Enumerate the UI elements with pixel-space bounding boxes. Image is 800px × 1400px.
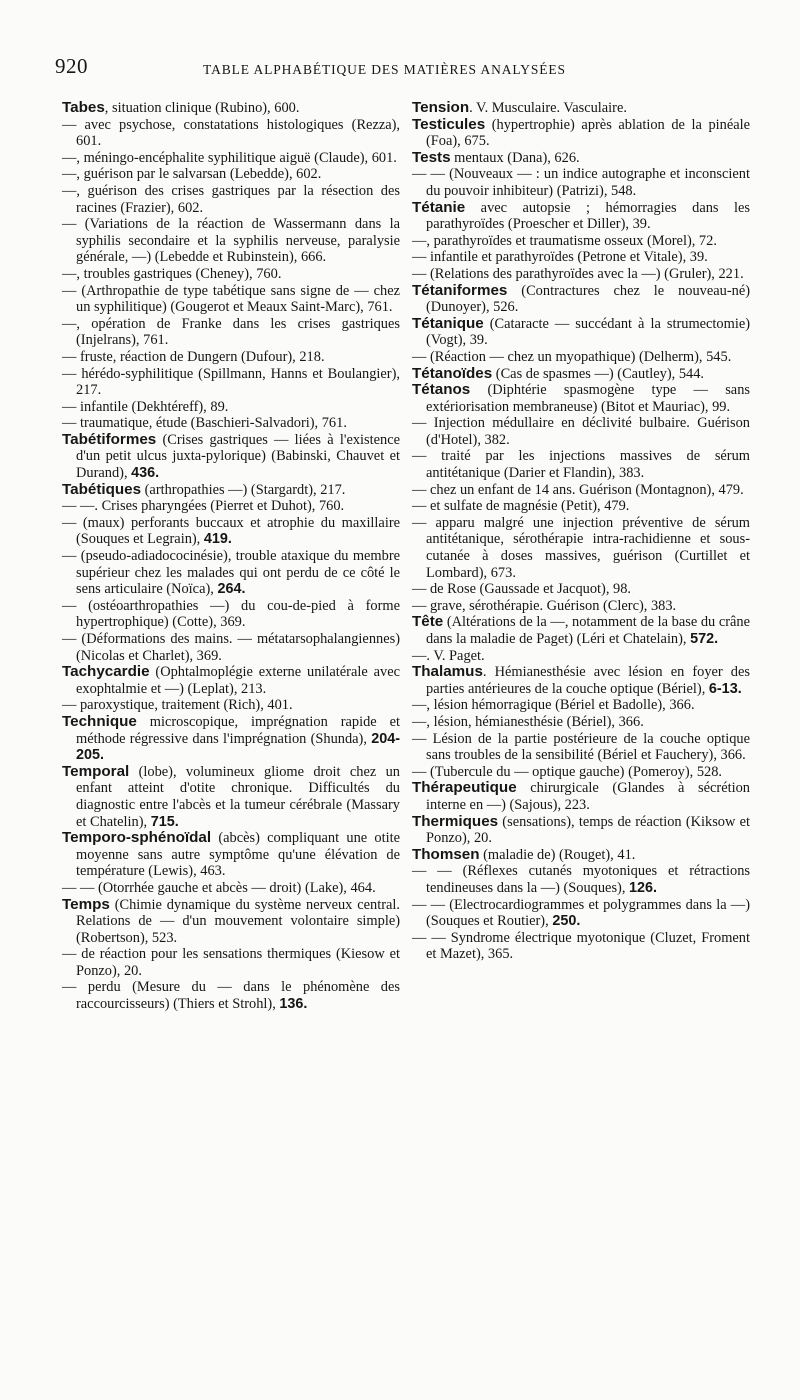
index-entry: [412, 200, 750, 233]
index-entry: [62, 349, 400, 366]
entry-page-ref: 250.: [552, 913, 581, 930]
entry-text: — (Relations des parathyroïdes avec la —) (Gruler), 221.: [412, 265, 744, 282]
index-entry: [412, 863, 750, 896]
index-entry: [412, 498, 750, 515]
entry-page-ref: 436.: [131, 465, 160, 482]
index-entry: [62, 432, 400, 482]
entry-text: — infantile (Dekhtéreff), 89.: [62, 398, 229, 415]
entry-text: — Lésion de la partie postérieure de la couche optique sans troubles de la sensibilité (Bériel et Fauchery), 366.: [412, 730, 750, 764]
entry-text: — (Tubercule du — optique gauche) (Pomeroy), 528.: [412, 763, 723, 780]
index-entry: [412, 316, 750, 349]
entry-text: —. V. Paget.: [412, 647, 485, 664]
index-entry: [412, 814, 750, 847]
index-entry: [62, 166, 400, 183]
entry-text: — — Syndrome électrique myotonique (Cluzet, Froment et Mazet), 365.: [412, 929, 750, 963]
entry-heading: Testicules: [412, 115, 486, 133]
index-entry: [62, 830, 400, 880]
index-entry: [62, 598, 400, 631]
entry-page-ref: 136.: [279, 996, 308, 1013]
entry-text: — paroxystique, traitement (Rich), 401.: [62, 697, 293, 714]
index-entry: [62, 498, 400, 515]
entry-heading: Temps: [62, 895, 110, 913]
index-entry: [412, 515, 750, 581]
entry-text: — (pseudo-adiadococinésie), trouble ataxique du membre supérieur chez les malades qui ont perdu de ce côté le sens articulaire (Noïca),: [62, 548, 400, 598]
index-entry: [62, 100, 400, 117]
entry-text: — de Rose (Gaussade et Jacquot), 98.: [412, 581, 632, 598]
index-entry: [412, 266, 750, 283]
entry-text: —, opération de Franke dans les crises gastriques (Injelrans), 761.: [62, 315, 400, 349]
entry-text: — perdu (Mesure du — dans le phénomène des raccourcisseurs) (Thiers et Strohl),: [62, 979, 400, 1013]
entry-text: — et sulfate de magnésie (Petit), 479.: [412, 498, 630, 515]
entry-text: — — (Otorrhée gauche et abcès — droit) (Lake), 464.: [62, 879, 376, 896]
entry-page-ref: 204-205.: [76, 730, 400, 764]
entry-text: . V. Musculaire. Vasculaire.: [469, 100, 627, 116]
entry-text: —, troubles gastriques (Cheney), 760.: [62, 265, 282, 282]
index-entry: [412, 366, 750, 383]
entry-text: (Cas de spasmes —) (Cautley), 544.: [492, 365, 705, 382]
entry-page-ref: 715.: [150, 813, 179, 830]
entry-page-ref: 572.: [690, 631, 719, 647]
entry-text: —, parathyroïdes et traumatisme osseux (Morel), 72.: [412, 232, 717, 249]
index-entry: [412, 847, 750, 864]
entry-heading: Tension: [412, 99, 470, 116]
entry-heading: Tétanie: [412, 198, 466, 216]
index-entry: [412, 731, 750, 764]
entry-heading: Tests: [412, 148, 451, 166]
index-entry: [62, 117, 400, 150]
index-entry: [62, 979, 400, 1012]
index-entry: [62, 697, 400, 714]
index-entry: [412, 349, 750, 366]
index-entry: [62, 415, 400, 432]
index-entry: [62, 283, 400, 316]
entry-text: — traité par les injections massives de sérum antitétanique (Darier et Flandin), 383.: [412, 448, 750, 482]
entry-text: (maladie de) (Rouget), 41.: [479, 846, 636, 863]
entry-text: — (Réaction — chez un myopathique) (Delherm), 545.: [412, 348, 732, 365]
entry-text: — infantile et parathyroïdes (Petrone et Vitale), 39.: [412, 249, 708, 266]
running-title: TABLE ALPHABÉTIQUE DES MATIÈRES ANALYSÉES: [203, 62, 566, 77]
left-column: [62, 100, 400, 1013]
index-entry: [412, 249, 750, 266]
entry-heading: Tétaniformes: [412, 281, 508, 299]
index-entry: [412, 598, 750, 615]
index-entry: [62, 399, 400, 416]
index-entry: [412, 382, 750, 415]
entry-text: — (maux) perforants buccaux et atrophie du maxillaire (Souques et Legrain),: [62, 514, 400, 548]
entry-page-ref: 419.: [203, 531, 232, 548]
entry-text: — — (Nouveaux — : un indice autographe et inconscient du pouvoir inhibiteur) (Patrizi), 548.: [412, 166, 750, 199]
entry-text: — —. Crises pharyngées (Pierret et Duhot), 760.: [62, 498, 345, 515]
entry-text: — (Déformations des mains. — métatarsophalangiennes) (Nicolas et Charlet), 369.: [62, 631, 400, 664]
entry-heading: Tachycardie: [62, 663, 150, 681]
entry-text: — (Variations de la réaction de Wassermann dans la syphilis secondaire et la syphilis nerveuse, paralysie générale, —) (Lebedde et Rubinstein), 666.: [62, 216, 400, 266]
entry-text: — fruste, réaction de Dungern (Dufour), 218.: [62, 348, 325, 365]
page-header: [55, 52, 755, 82]
entry-text: (Diphtérie spasmogène type — sans extériorisation membraneuse) (Bitot et Mauriac), 99.: [426, 382, 750, 415]
entry-text: mentaux (Dana), 626.: [450, 149, 580, 166]
entry-text: (Crises gastriques — liées à l'existence d'un petit ulcus juxta-pylorique) (Babinski, Chauvet et Durand),: [76, 431, 400, 482]
index-entry: [62, 946, 400, 979]
entry-page-ref: 6-13.: [708, 680, 742, 697]
entry-page-ref: 264.: [217, 581, 246, 598]
index-entry: [62, 714, 400, 764]
index-entry: [412, 448, 750, 481]
entry-heading: Temporo-sphénoïdal: [62, 829, 212, 847]
entry-text: chirurgicale (Glandes à sécrétion interne en —) (Sajous), 223.: [426, 780, 750, 813]
entry-text: (arthropathies —) (Stargardt), 217.: [141, 481, 346, 498]
entry-text: microscopique, imprégnation rapide et méthode régressive dans l'imprégnation (Shunda),: [76, 713, 400, 747]
entry-text: . Hémianesthésie avec lésion en foyer des parties antérieures de la couche optique (Bériel),: [426, 664, 750, 697]
index-entry: [62, 183, 400, 216]
entry-text: , situation clinique (Rubino), 600.: [104, 100, 300, 116]
index-entry: [62, 764, 400, 830]
entry-text: (lobe), volumineux gliome droit chez un enfant atteint d'otite chronique. Difficultés du diagnostic entre l'abcès et la tumeur cérébrale (Massary et Chatelin),: [76, 763, 400, 830]
index-entry: [62, 664, 400, 697]
page-number: 920: [55, 54, 88, 78]
index-entry: [62, 897, 400, 947]
entry-text: (hypertrophie) après ablation de la pinéale (Foa), 675.: [426, 116, 750, 150]
index-entry: [412, 897, 750, 930]
entry-text: — (ostéoarthropathies —) du cou-de-pied à forme hypertrophique) (Cotte), 369.: [62, 597, 400, 631]
entry-heading: Thermiques: [412, 812, 499, 830]
entry-heading: Temporal: [62, 762, 130, 780]
entry-text: —, guérison des crises gastriques par la résection des racines (Frazier), 602.: [62, 182, 400, 216]
right-column: [412, 100, 750, 963]
entry-heading: Thomsen: [412, 845, 480, 863]
index-entry: [62, 316, 400, 349]
entry-text: — apparu malgré une injection préventive de sérum antitétanique, sérothérapie intra-rachidienne et sous-cutanée à doses massives, guérison (Curtillet et Lombard), 673.: [412, 514, 750, 581]
index-entry: [62, 366, 400, 399]
index-entry: [412, 117, 750, 150]
index-entry: [412, 415, 750, 448]
entry-text: — hérédo-syphilitique (Spillmann, Hanns et Boulangier), 217.: [62, 365, 400, 399]
entry-heading: Tétanos: [412, 381, 471, 399]
entry-heading: Technique: [62, 712, 137, 730]
entry-text: (sensations), temps de réaction (Kiksow et Ponzo), 20.: [426, 813, 750, 847]
index-entry: [412, 233, 750, 250]
index-entry: [412, 482, 750, 499]
index-entry: [62, 631, 400, 664]
index-entry: [412, 764, 750, 781]
entry-page-ref: 126.: [629, 879, 658, 896]
entry-text: (Cataracte — succédant à la strumectomie) (Vogt), 39.: [426, 315, 750, 349]
entry-text: — de réaction pour les sensations thermiques (Kiesow et Ponzo), 20.: [62, 946, 400, 979]
entry-text: (Contractures chez le nouveau-né) (Dunoyer), 526.: [426, 282, 750, 316]
index-entry: [412, 166, 750, 199]
index-entry: [412, 150, 750, 167]
index-entry: [412, 581, 750, 598]
entry-text: avec autopsie ; hémorragies dans les parathyroïdes (Proescher et Diller), 39.: [426, 199, 750, 233]
entry-text: (Chimie dynamique du système nerveux central. Relations de — d'un mouvement volontaire simple) (Robertson), 523.: [76, 896, 400, 946]
index-entry: [62, 216, 400, 266]
entry-heading: Tétanoïdes: [412, 364, 493, 382]
entry-text: — (Arthropathie de type tabétique sans signe de — chez un syphilitique) (Gougerot et Meaux Saint-Marc), 761.: [62, 282, 400, 316]
entry-heading: Thérapeutique: [412, 779, 517, 797]
entry-text: —, guérison par le salvarsan (Lebedde), 602.: [62, 166, 322, 183]
entry-heading: Tabes: [62, 99, 105, 116]
entry-text: —, lésion hémorragique (Bériel et Badolle), 366.: [412, 697, 695, 714]
entry-text: (Altérations de la —, notamment de la base du crâne dans la maladie de Paget) (Léri et Chatelain),: [426, 614, 750, 647]
index-entry: [62, 548, 400, 598]
index-entry: [62, 150, 400, 167]
entry-text: — grave, sérothérapie. Guérison (Clerc), 383.: [412, 597, 677, 614]
entry-heading: Tabétiques: [62, 480, 142, 498]
entry-text: —, méningo-encéphalite syphilitique aiguë (Claude), 601.: [62, 149, 397, 166]
entry-text: — traumatique, étude (Baschieri-Salvadori), 761.: [62, 415, 347, 432]
index-entry: [62, 482, 400, 499]
entry-heading: Tétanique: [412, 314, 484, 332]
entry-text: — chez un enfant de 14 ans. Guérison (Montagnon), 479.: [412, 481, 744, 498]
index-entry: [62, 515, 400, 548]
index-entry: [62, 880, 400, 897]
index-entry: [412, 697, 750, 714]
index-entry: [412, 930, 750, 963]
entry-heading: Tête: [412, 613, 444, 631]
entry-text: —, lésion, hémianesthésie (Bériel), 366.: [412, 713, 644, 730]
entry-heading: Tabétiformes: [62, 430, 157, 448]
index-entry: [62, 266, 400, 283]
entry-text: (abcès) compliquant une otite moyenne sans autre symptôme qu'une élévation de température (Lewis), 463.: [76, 830, 400, 880]
entry-text: — avec psychose, constatations histologiques (Rezza), 601.: [62, 116, 400, 150]
index-entry: [412, 714, 750, 731]
index-entry: [412, 283, 750, 316]
index-entry: [412, 100, 750, 117]
index-entry: [412, 664, 750, 697]
entry-text: (Ophtalmoplégie externe unilatérale avec exophtalmie et —) (Leplat), 213.: [76, 664, 400, 697]
index-entry: [412, 614, 750, 647]
entry-text: — — (Réflexes cutanés myotoniques et rétractions tendineuses dans la —) (Souques),: [412, 863, 750, 896]
index-entry: [412, 648, 750, 665]
entry-text: — Injection médullaire en déclivité bulbaire. Guérison (d'Hotel), 382.: [412, 415, 750, 448]
entry-text: — — (Electrocardiogrammes et polygrammes dans la —) (Souques et Routier),: [412, 896, 750, 930]
entry-heading: Thalamus: [412, 663, 483, 681]
index-entry: [412, 780, 750, 813]
